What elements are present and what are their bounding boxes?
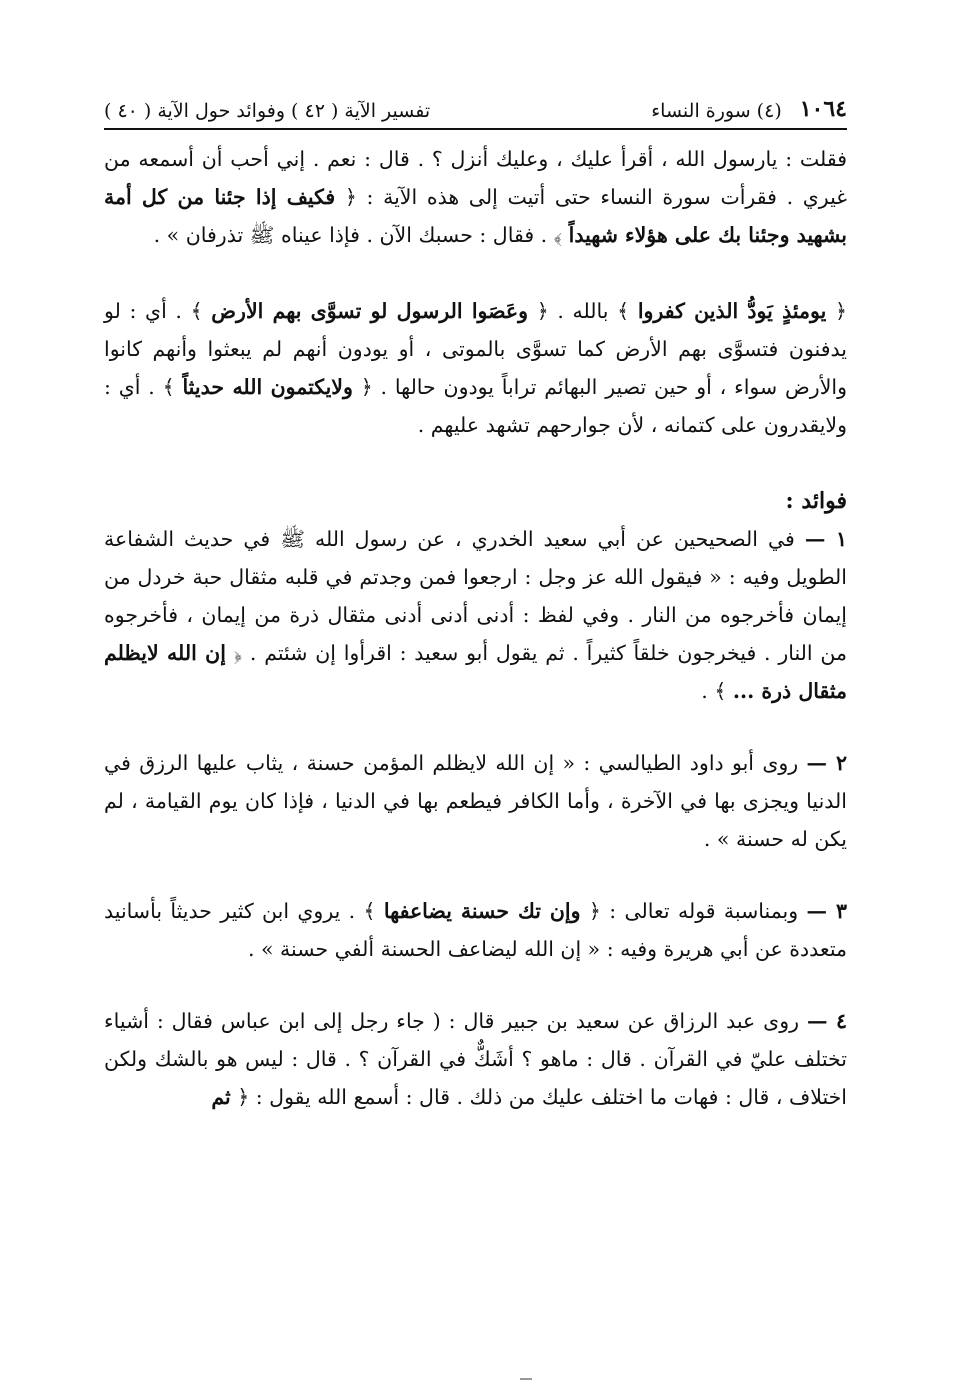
page-number: ١٠٦٤ xyxy=(799,96,847,122)
paragraph-text: في الصحيحين عن أبي سعيد الخدري ، عن رسول الله ﷺ في حديث الشفاعة الطويل وفيه : « فيقول الله عز وجل : ارجعوا فمن وجدتم في قلبه مثقال حبة خردل من إيمان فأخرجوه من النار . وفي لفظ : أدنى أدنى أدنى مثقال ذرة من إيمان ، فأخرجوه من النار . فيخرجون خلقاً كثيراً . ثم يقول أبو سعيد : اقرأوا إن شئتم . ﴿ xyxy=(104,527,847,665)
benefit-item-1 xyxy=(104,520,847,710)
item-number: ٤ — xyxy=(806,1009,847,1033)
item-number: ١ — xyxy=(804,527,848,551)
quran-verse: وعَصَوا الرسول لو تسوَّى بهم الأرض xyxy=(211,299,529,323)
surah-title: (٤) سورة النساء xyxy=(651,100,782,122)
quran-verse: ولايكتمون الله حديثاً xyxy=(182,375,353,399)
quran-verse: إن الله لايظلم مثقال ذرة ... xyxy=(104,641,847,703)
quran-verse: يومئذٍ يَودُّ الذين كفروا xyxy=(637,299,827,323)
paragraph-text: روى أبو داود الطيالسي : « إن الله لايظلم المؤمن حسنة ، يثاب عليها الرزق في الدنيا ويجزى بها في الآخرة ، وأما الكافر فيطعم بها في الدنيا ، فإذا كان يوم القيامة ، لم يكن له حسنة » . xyxy=(104,751,847,851)
running-header xyxy=(104,84,847,130)
benefit-item-4 xyxy=(104,1002,847,1116)
tafsir-paragraph xyxy=(104,292,847,444)
paragraph-text: وبمناسبة قوله تعالى : ﴿ xyxy=(588,899,799,923)
page-body xyxy=(104,140,847,1116)
verse-open-bracket: ﴿ xyxy=(826,299,847,323)
paragraph-text: ﴾ . xyxy=(701,679,727,703)
section-title: تفسير الآية ( ٤٢ ) وفوائد حول الآية ( ٤٠ ) xyxy=(104,100,431,122)
benefit-item-3 xyxy=(104,892,847,968)
quran-verse: ثم xyxy=(211,1085,231,1109)
quran-verse: وإن تك حسنة يضاعفها xyxy=(383,899,581,923)
item-number: ٣ — xyxy=(806,899,847,923)
header-right xyxy=(651,96,847,122)
paragraph-text: ﴾ . أي : ولايقدرون على كتمانه ، لأن جوارحهم تشهد عليهم . xyxy=(104,375,847,437)
paragraph-text: ﴾ . أي : لو يدفنون فتسوَّى بهم الأرض كما تسوَّى بالموتى ، أو يودون أنهم لم يبعثوا وأنهم كانوا والأرض سواء ، أو حين تصير البهائم تراباً يودون حالها . ﴿ xyxy=(104,299,847,399)
paragraph-text: ﴾ . يروي ابن كثير حديثاً بأسانيد متعددة عن أبي هريرة وفيه : « إن الله ليضاعف الحسنة ألفي حسنة » . xyxy=(104,899,847,961)
hadith-paragraph xyxy=(104,140,847,254)
page-mark xyxy=(520,1378,532,1380)
benefit-item-2 xyxy=(104,744,847,858)
paragraph-text: ﴾ . فقال : حسبك الآن . فإذا عيناه ﷺ تذرفان » . xyxy=(153,223,563,247)
paragraph-text: ﴾ بالله . ﴿ xyxy=(536,299,630,323)
paragraph-text: روى عبد الرزاق عن سعيد بن جبير قال : ( جاء رجل إلى ابن عباس فقال : أشياء تختلف عليّ في القرآن . قال : ماهو ؟ أشَكٌّ في القرآن ؟ . قال : ليس هو بالشك ولكن اختلاف ، قال : فهات ما اختلف عليك من ذلك . قال : أسمع الله يقول : ﴿ xyxy=(104,1009,847,1109)
paragraph-text: فقلت : يارسول الله ، أقرأ عليك ، وعليك أنزل ؟ . قال : نعم . إني أحب أن أسمعه من غيري . فقرأت سورة النساء حتى أتيت إلى هذه الآية : ﴿ xyxy=(104,147,847,209)
quran-verse: فكيف إذا جئنا من كل أمة بشهيد وجئنا بك على هؤلاء شهيداً xyxy=(104,185,847,247)
item-number: ٢ — xyxy=(806,751,847,775)
benefits-title: فوائد : xyxy=(785,488,847,514)
